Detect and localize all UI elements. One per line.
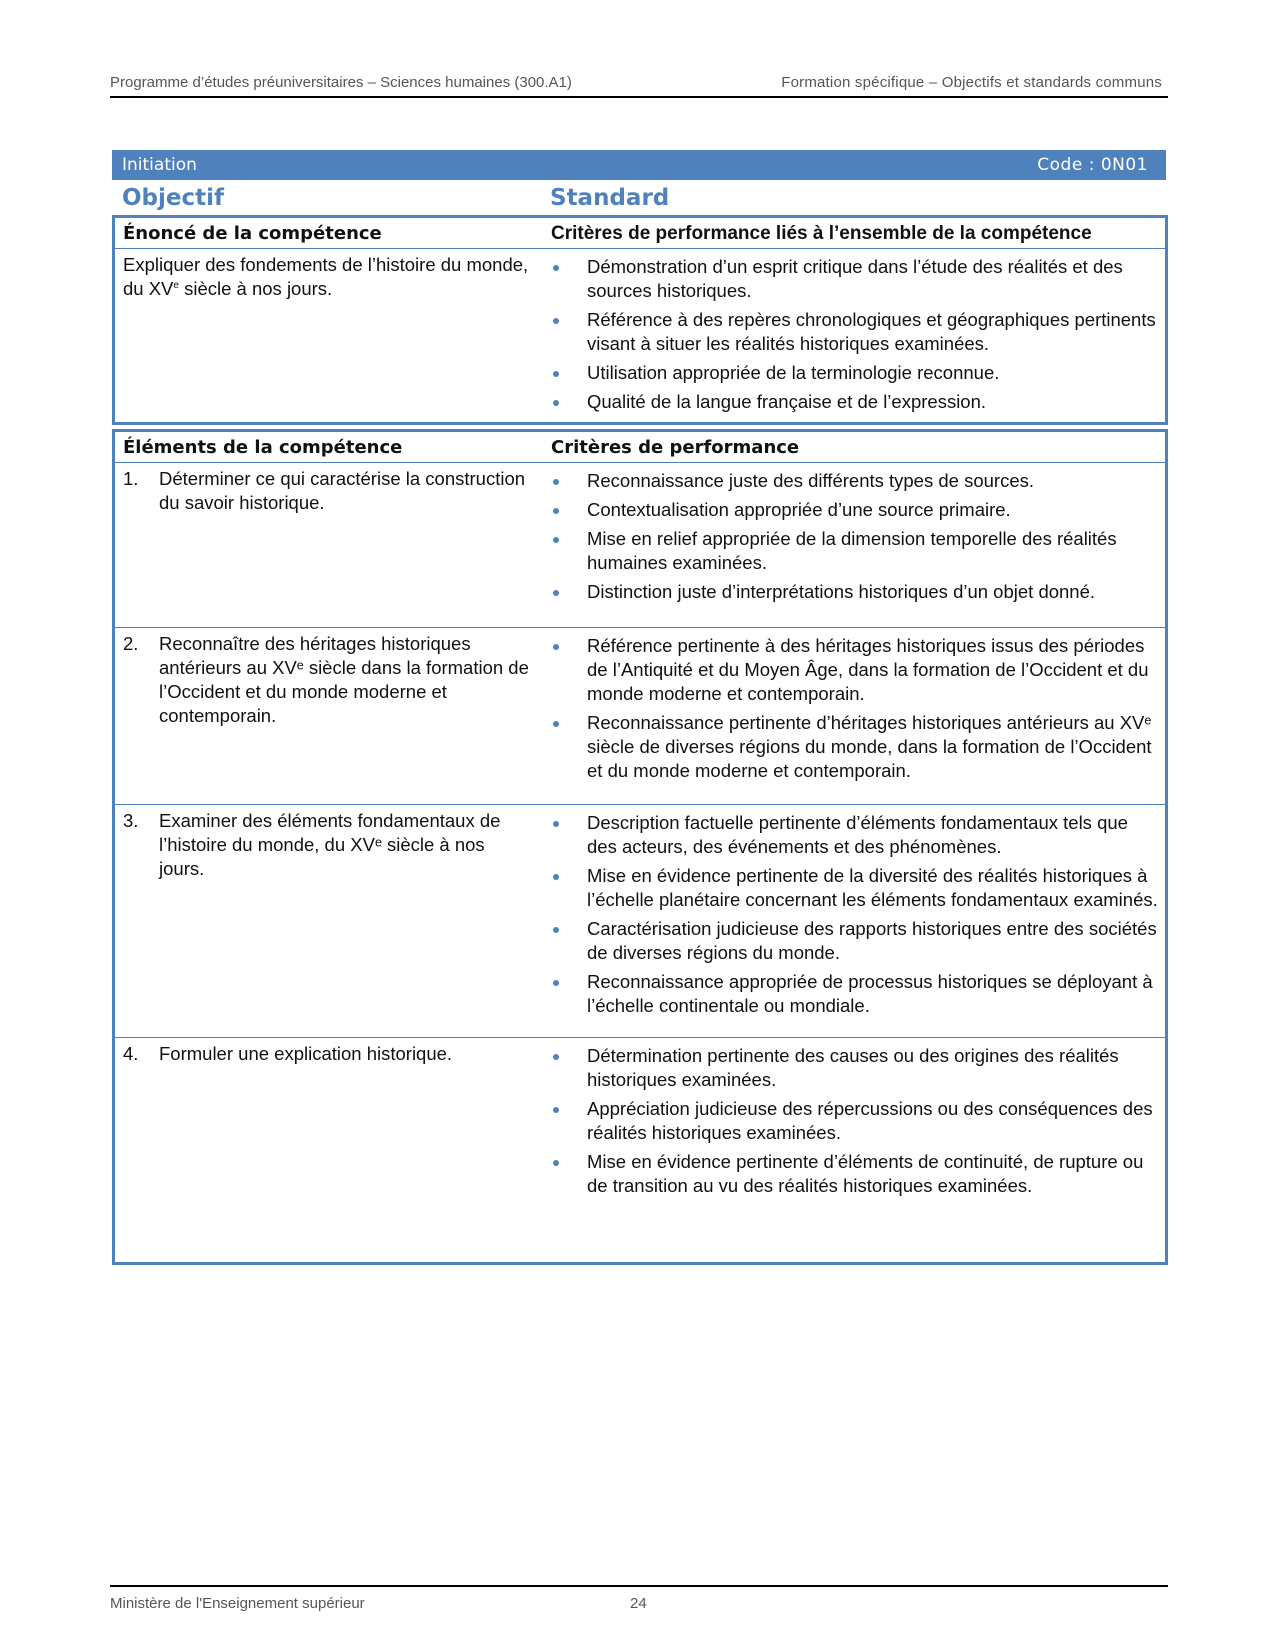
bullet-icon	[553, 590, 559, 596]
criterion-text: Mise en relief appropriée de la dimension temporelle des réalités humaines examinées.	[587, 528, 1117, 573]
criterion-text: Description factuelle pertinente d’éléments fondamentaux tels que des acteurs, des événements et des phénomènes.	[587, 812, 1128, 857]
criterion-item	[551, 527, 1161, 575]
element-row-3	[115, 805, 1165, 1038]
criterion-item	[551, 1097, 1161, 1145]
elements-table	[112, 429, 1168, 1265]
criterion-text: Caractérisation judicieuse des rapports historiques entre des sociétés de diverses régions du monde.	[587, 918, 1157, 963]
statement-text-end: siècle à nos jours.	[178, 278, 333, 299]
element-text: Reconnaître des héritages historiques antérieurs au XVᵉ siècle dans la formation de l’Occident et du monde moderne et contemporain.	[159, 633, 529, 726]
element-row-4	[115, 1038, 1165, 1228]
bullet-icon	[553, 1054, 559, 1060]
criterion-text: Mise en évidence pertinente d’éléments de continuité, de rupture ou de transition au vu des réalités historiques examinées.	[587, 1151, 1144, 1196]
bullet-icon	[553, 1107, 559, 1113]
criterion-item	[551, 811, 1161, 859]
overall-criteria-header: Critères de performance liés à l’ensemble de la compétence	[551, 223, 1092, 244]
page-footer	[110, 1585, 1168, 1612]
element-text: Examiner des éléments fondamentaux de l’histoire du monde, du XVᵉ siècle à nos jours.	[159, 810, 501, 879]
objectif-title: Objectif	[122, 185, 225, 211]
criterion-item	[551, 361, 1161, 385]
superscript-e: e	[173, 280, 179, 291]
bullet-icon	[553, 400, 559, 406]
criterion-text: Utilisation appropriée de la terminologie reconnue.	[587, 362, 1000, 383]
criterion-item	[551, 308, 1161, 356]
element-text: Déterminer ce qui caractérise la construction du savoir historique.	[159, 468, 526, 513]
bullet-icon	[553, 980, 559, 986]
criterion-text: Reconnaissance juste des différents types de sources.	[587, 470, 1034, 491]
criterion-text: Référence à des repères chronologiques et géographiques pertinents visant à situer les réalités historiques examinées.	[587, 309, 1156, 354]
bullet-icon	[553, 537, 559, 543]
course-code: Code : 0N01	[1037, 155, 1148, 175]
criterion-text: Reconnaissance pertinente d’héritages historiques antérieurs au XVᵉ siècle de diverses régions du monde, dans la formation de l’Occident et du monde moderne et contemporain.	[587, 712, 1152, 781]
element-number: 1.	[123, 468, 139, 489]
element-criteria-list	[551, 1044, 1161, 1203]
page-number: 24	[630, 1595, 647, 1612]
criterion-item	[551, 390, 1161, 414]
bullet-icon	[553, 508, 559, 514]
criteria-header: Critères de performance	[551, 437, 800, 458]
criterion-text: Contextualisation appropriée d’une source primaire.	[587, 499, 1011, 520]
statement-header: Énoncé de la compétence	[123, 223, 382, 244]
level-banner	[112, 150, 1166, 180]
criterion-item	[551, 498, 1161, 522]
header-section-title: Formation spécifique – Objectifs et standards communs	[781, 74, 1162, 91]
criterion-item	[551, 469, 1161, 493]
competence-row	[115, 249, 1165, 421]
element-number: 3.	[123, 810, 139, 831]
element-number: 2.	[123, 633, 139, 654]
bullet-icon	[553, 265, 559, 271]
bullet-icon	[553, 721, 559, 727]
criterion-text: Reconnaissance appropriée de processus historiques se déployant à l’échelle continentale ou mondiale.	[587, 971, 1153, 1016]
criterion-item	[551, 255, 1161, 303]
overall-criteria-list	[551, 255, 1161, 419]
criterion-text: Qualité de la langue française et de l’expression.	[587, 391, 987, 412]
element-criteria-list	[551, 634, 1161, 788]
criterion-item	[551, 917, 1161, 965]
element-row-2	[115, 628, 1165, 805]
level-label: Initiation	[122, 155, 197, 175]
criterion-item	[551, 1044, 1161, 1092]
criterion-text: Mise en évidence pertinente de la diversité des réalités historiques à l’échelle planétaire concernant les éléments fondamentaux examinés.	[587, 865, 1158, 910]
criterion-item	[551, 970, 1161, 1018]
page-header	[110, 72, 1168, 98]
criterion-item	[551, 711, 1161, 783]
bullet-icon	[553, 927, 559, 933]
element-row-1	[115, 463, 1165, 628]
element-criteria-list	[551, 469, 1161, 609]
element-number: 4.	[123, 1043, 139, 1064]
criterion-text: Démonstration d’un esprit critique dans l’étude des réalités et des sources historiques.	[587, 256, 1123, 301]
bullet-icon	[553, 318, 559, 324]
bullet-icon	[553, 874, 559, 880]
criterion-item	[551, 1150, 1161, 1198]
statement-text: Expliquer des fondements de l’histoire du monde, du XV	[123, 254, 529, 299]
criterion-text: Détermination pertinente des causes ou des origines des réalités historiques examinées.	[587, 1045, 1119, 1090]
bullet-icon	[553, 821, 559, 827]
criterion-text: Référence pertinente à des héritages historiques issus des périodes de l’Antiquité et du Moyen Âge, dans la formation de l’Occident et du monde moderne et contemporain.	[587, 635, 1149, 704]
header-program-title: Programme d’études préuniversitaires – Sciences humaines (300.A1)	[110, 74, 572, 91]
competence-statement	[123, 253, 533, 301]
criterion-item	[551, 864, 1161, 912]
bullet-icon	[553, 1160, 559, 1166]
criterion-text: Distinction juste d’interprétations historiques d’un objet donné.	[587, 581, 1096, 602]
criterion-text: Appréciation judicieuse des répercussions ou des conséquences des réalités historiques examinées.	[587, 1098, 1153, 1143]
element-criteria-list	[551, 811, 1161, 1023]
footer-ministry: Ministère de l'Enseignement supérieur	[110, 1595, 365, 1612]
criterion-item	[551, 580, 1161, 604]
bullet-icon	[553, 371, 559, 377]
bullet-icon	[553, 479, 559, 485]
competence-table	[112, 215, 1168, 425]
elements-header: Éléments de la compétence	[123, 437, 403, 458]
bullet-icon	[553, 644, 559, 650]
elements-header-row	[115, 432, 1165, 463]
element-text: Formuler une explication historique.	[159, 1043, 453, 1064]
criterion-item	[551, 634, 1161, 706]
competence-header-row	[115, 218, 1165, 249]
column-titles	[112, 183, 1166, 215]
standard-title: Standard	[550, 185, 670, 211]
